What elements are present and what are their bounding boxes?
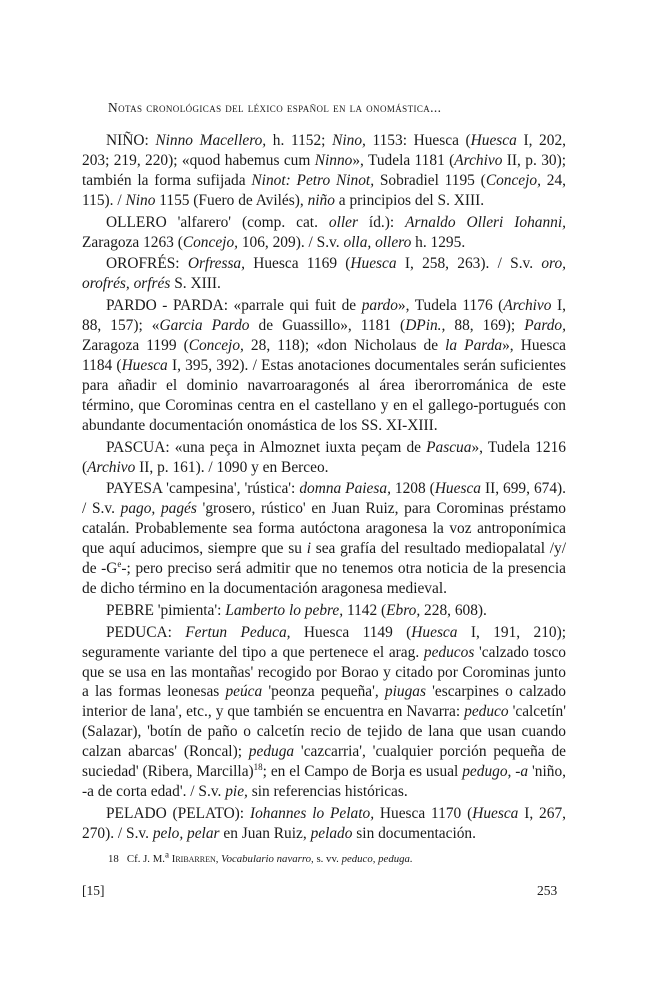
entry-payesa: PAYESA 'campesina', 'rústica': domna Paiesa, 1208 (Huesca II, 699, 674). / S.v. pago, pagés 'grosero, rústico' en Juan Ruiz, para Corominas préstamo catalán. Probablemente sea forma autóctona aragonesa la voz antroponímica que aquí aducimos, siempre que su i sea grafía del resultado mediopalatal /y/ de $-G^e-$; pero preciso será admitir que no tenemos otra noticia de la presencia de dicho término en la documentación aragonesa medieval. [82, 480, 567, 597]
entry-orofres: OROFRÉS: Orfressa, Huesca 1169 (Huesca I, 258, 263). / S.v. oro, orofrés, orfrés S. XIII. [82, 255, 567, 293]
entry-pascua: PASCUA: «una peça in Almoznet iuxta peçam de Pascua», Tudela 1216 (Archivo II, p. 161). / 1090 y en Berceo. [82, 438, 566, 476]
entry-pardo: PARDO - PARDA: «parrale qui fuit de pardo», Tudela 1176 (Archivo I, 88, 157); «Garcia Pardo de Guassillo», 1181 (DPin., 88, 169); Pardo, Zaragoza 1199 (Concejo, 28, 118); «don Nicholaus de la Parda», Huesca 1184 (Huesca I, 395, 392). / Estas anotaciones documentales serán suficientes para añadir el dominio navarroaragonés al área iberorrománica de este término, que Corominas centra en el castellano y en el gallego-portugués con abundante documentación onomástica de los SS. XI-XIII. [82, 297, 566, 434]
main-text [82, 131, 566, 846]
entry-peduca: PEDUCA: Fertun Peduca, Huesca 1149 (Huesca I, 191, 210); seguramente variante del tipo a que pertenece el arag. peducos 'calzado tosco que se usa en las montañas' recogido por Borao y citado por Corominas junto a las formas leonesas peúca 'peonza pequeña', piugas 'escarpines o calzado interior de lana', etc., y que también se encuentra en Navarra: peduco 'calcetín' (Salazar), 'botín de paño o calcetín recio de tejido de lana que usan cuando calzan abarcas' (Roncal); peduga 'cazcarria', 'cualquier porción pequeña de suciedad' (Ribera, Marcilla)$^{18}$; en el Campo de Borja es usual pedugo, -a 'niño, -a de corta edad'. / S.v. pie, sin referencias históricas. [82, 623, 567, 800]
running-header: Notas cronológicas del léxico español en la onomástica... [108, 100, 442, 115]
entry-ollero: OLLERO 'alfarero' (comp. cat. oller íd.): Arnaldo Olleri Iohanni, Zaragoza 1263 (Concejo, 106, 209). / S.v. olla, ollero h. 1295. [82, 213, 566, 251]
page-ref: [15] [82, 883, 105, 898]
entry-nino: NIÑO: Ninno Macellero, h. 1152; Nino, 1153: Huesca (Huesca I, 202, 203; 219, 220); «quod habemus cum Ninno», Tudela 1181 (Archivo II, p. 30); también la forma sufijada Ninot: Petro Ninot, Sobradiel 1195 (Concejo, 24, 115). / Nino 1155 (Fuero de Avilés), niño a principios del S. XIII. [82, 132, 567, 209]
entry-pelado: PELADO (PELATO): Iohannes lo Pelato, Huesca 1170 (Huesca I, 267, 270). / S.v. pelo, pelar en Juan Ruiz, pelado sin documentación. [82, 804, 566, 842]
entry-pebre: PEBRE 'pimienta': Lamberto lo pebre, 1142 (Ebro, 228, 608). [106, 601, 487, 619]
page-number: 253 [537, 883, 558, 898]
footnote-18: 18 Cf. J. M.$^a$ Iribarren, Vocabulario navarro, s. vv. peduco, peduga. [108, 849, 413, 865]
